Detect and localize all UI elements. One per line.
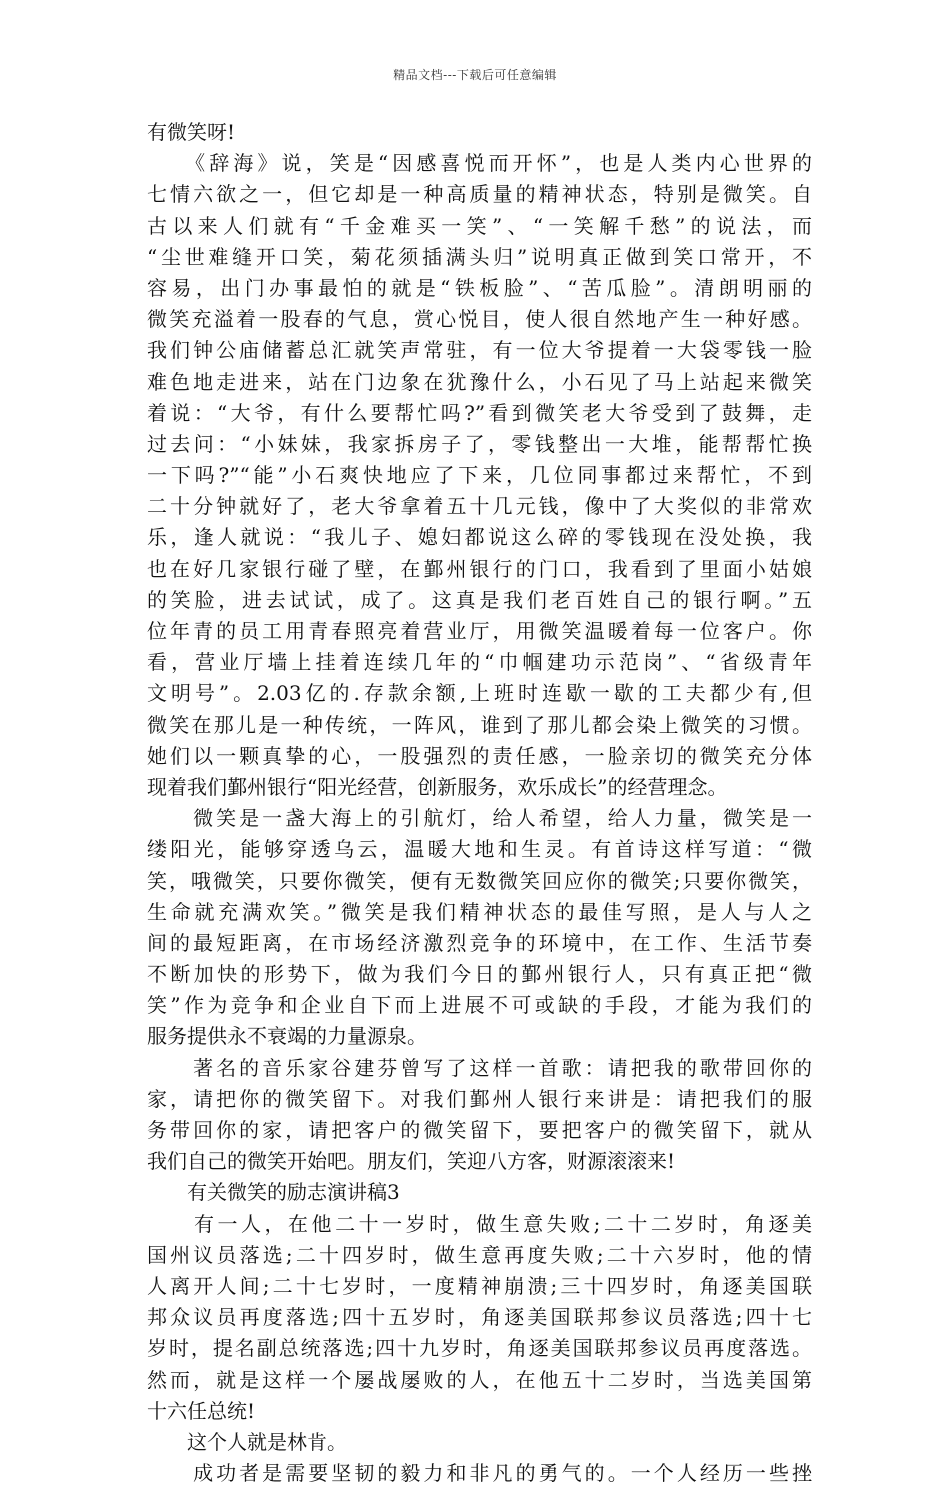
text-line: 我们自己的微笑开始吧。朋友们，笑迎八方客，财源滚滚来!: [147, 1149, 676, 1174]
text-line: 邦众议员再度落选;四十五岁时，角逐美国联邦参议员落选;四十七: [147, 1305, 812, 1330]
text-line: 七情六欲之一，但它却是一种高质量的精神状态，特别是微笑。自: [147, 182, 812, 207]
text-line: 十六任总统!: [147, 1398, 256, 1423]
text-line: 着说：“大爷，有什么要帮忙吗?”看到微笑老大爷受到了鼓舞，走: [147, 400, 812, 425]
document-body: [147, 117, 812, 1489]
text-line: 也在好几家银行碰了壁，在鄞州银行的门口，我看到了里面小姑娘: [147, 556, 812, 581]
text-line: “尘世难缝开口笑，菊花须插满头归”说明真正做到笑口常开，不: [147, 244, 812, 269]
text-line: 生命就充满欢笑。”微笑是我们精神状态的最佳写照，是人与人之: [147, 899, 812, 924]
text-line: 务带回你的家，请把客户的微笑留下，要把客户的微笑留下，就从: [147, 1118, 812, 1142]
text-line: 笑”作为竞争和企业自下而上进展不可或缺的手段，才能为我们的: [147, 993, 812, 1018]
text-line: 岁时，提名副总统落选;四十九岁时，角逐美国联邦参议员再度落选。: [147, 1336, 812, 1361]
text-line: 二十分钟就好了，老大爷拿着五十几元钱，像中了大奖似的非常欢: [147, 494, 812, 519]
text-line: 文明号”。2.03亿的.存款余额,上班时连歇一歇的工夫都少有,但: [147, 681, 812, 706]
text-line: 人离开人间;二十七岁时，一度精神崩溃;三十四岁时，角逐美国联: [147, 1273, 812, 1298]
text-line: 微笑在那儿是一种传统，一阵风，谁到了那儿都会染上微笑的习惯。: [147, 712, 812, 737]
text-line: 难色地走进来，站在门边象在犹豫什么，小石见了马上站起来微笑: [147, 369, 812, 394]
text-line: 《辞海》说，笑是“因感喜悦而开怀”，也是人类内心世界的: [147, 151, 812, 176]
text-line: 她们以一颗真挚的心，一股强烈的责任感，一脸亲切的微笑充分体: [147, 743, 812, 768]
text-line: 成功者是需要坚韧的毅力和非凡的勇气的。一个人经历一些挫: [147, 1461, 812, 1486]
text-line: 家，请把你的微笑留下。对我们鄞州人银行来讲是：请把我们的服: [147, 1086, 812, 1111]
text-line: 位年青的员工用青春照亮着营业厅，用微笑温暖着每一位客户。你: [147, 619, 812, 643]
text-line: 服务提供永不衰竭的力量源泉。: [147, 1024, 427, 1049]
text-line: 我们钟公庙储蓄总汇就笑声常驻，有一位大爷提着一大袋零钱一脸: [147, 338, 812, 363]
text-line: 微笑是一盏大海上的引航灯，给人希望，给人力量，微笑是一: [147, 806, 812, 831]
text-line: 国州议员落选;二十四岁时，做生意再度失败;二十六岁时，他的情: [147, 1242, 812, 1267]
text-line: 过去问：“小妹妹，我家拆房子了，零钱整出一大堆，能帮帮忙换: [147, 431, 812, 456]
text-line: 著名的音乐家谷建芬曾写了这样一首歌：请把我的歌带回你的: [147, 1055, 812, 1080]
text-line: 现着我们鄞州银行“阳光经营，创新服务，欢乐成长”的经营理念。: [147, 774, 728, 799]
text-line: 古以来人们就有“千金难买一笑”、“一笑解千愁”的说法，而: [147, 213, 812, 238]
text-line: 看，营业厅墙上挂着连续几年的“巾帼建功示范岗”、“省级青年: [147, 650, 812, 675]
text-line: 的笑脸，进去试试，成了。这真是我们老百姓自己的银行啊。”五: [147, 587, 812, 612]
page-header: 精品文档---下载后可任意编辑: [393, 68, 557, 82]
text-line: 有关微笑的励志演讲稿3: [147, 1180, 400, 1205]
text-line: 有一人，在他二十一岁时，做生意失败;二十二岁时，角逐美: [147, 1211, 812, 1236]
text-line: 乐，逢人就说：“我儿子、媳妇都说这么碎的零钱现在没处换，我: [147, 525, 812, 550]
text-line: 微笑充溢着一股春的气息，赏心悦目，使人很自然地产生一种好感。: [147, 307, 812, 332]
text-line: 不断加快的形势下，做为我们今日的鄞州银行人，只有真正把“微: [147, 962, 812, 987]
text-line: 有微笑呀!: [147, 120, 236, 144]
text-line: 这个人就是林肯。: [147, 1429, 347, 1454]
text-line: 间的最短距离，在市场经济激烈竞争的环境中，在工作、生活节奏: [147, 930, 812, 955]
text-line: 缕阳光，能够穿透乌云，温暖大地和生灵。有首诗这样写道：“微: [147, 837, 812, 862]
text-line: 容易，出门办事最怕的就是“铁板脸”、“苦瓜脸”。清朗明丽的: [147, 275, 812, 300]
text-line: 然而，就是这样一个屡战屡败的人，在他五十二岁时，当选美国第: [147, 1367, 812, 1392]
text-line: 笑，哦微笑，只要你微笑，便有无数微笑回应你的微笑;只要你微笑，: [147, 868, 812, 893]
text-line: 一下吗?”“能”小石爽快地应了下来，几位同事都过来帮忙，不到: [147, 463, 812, 488]
